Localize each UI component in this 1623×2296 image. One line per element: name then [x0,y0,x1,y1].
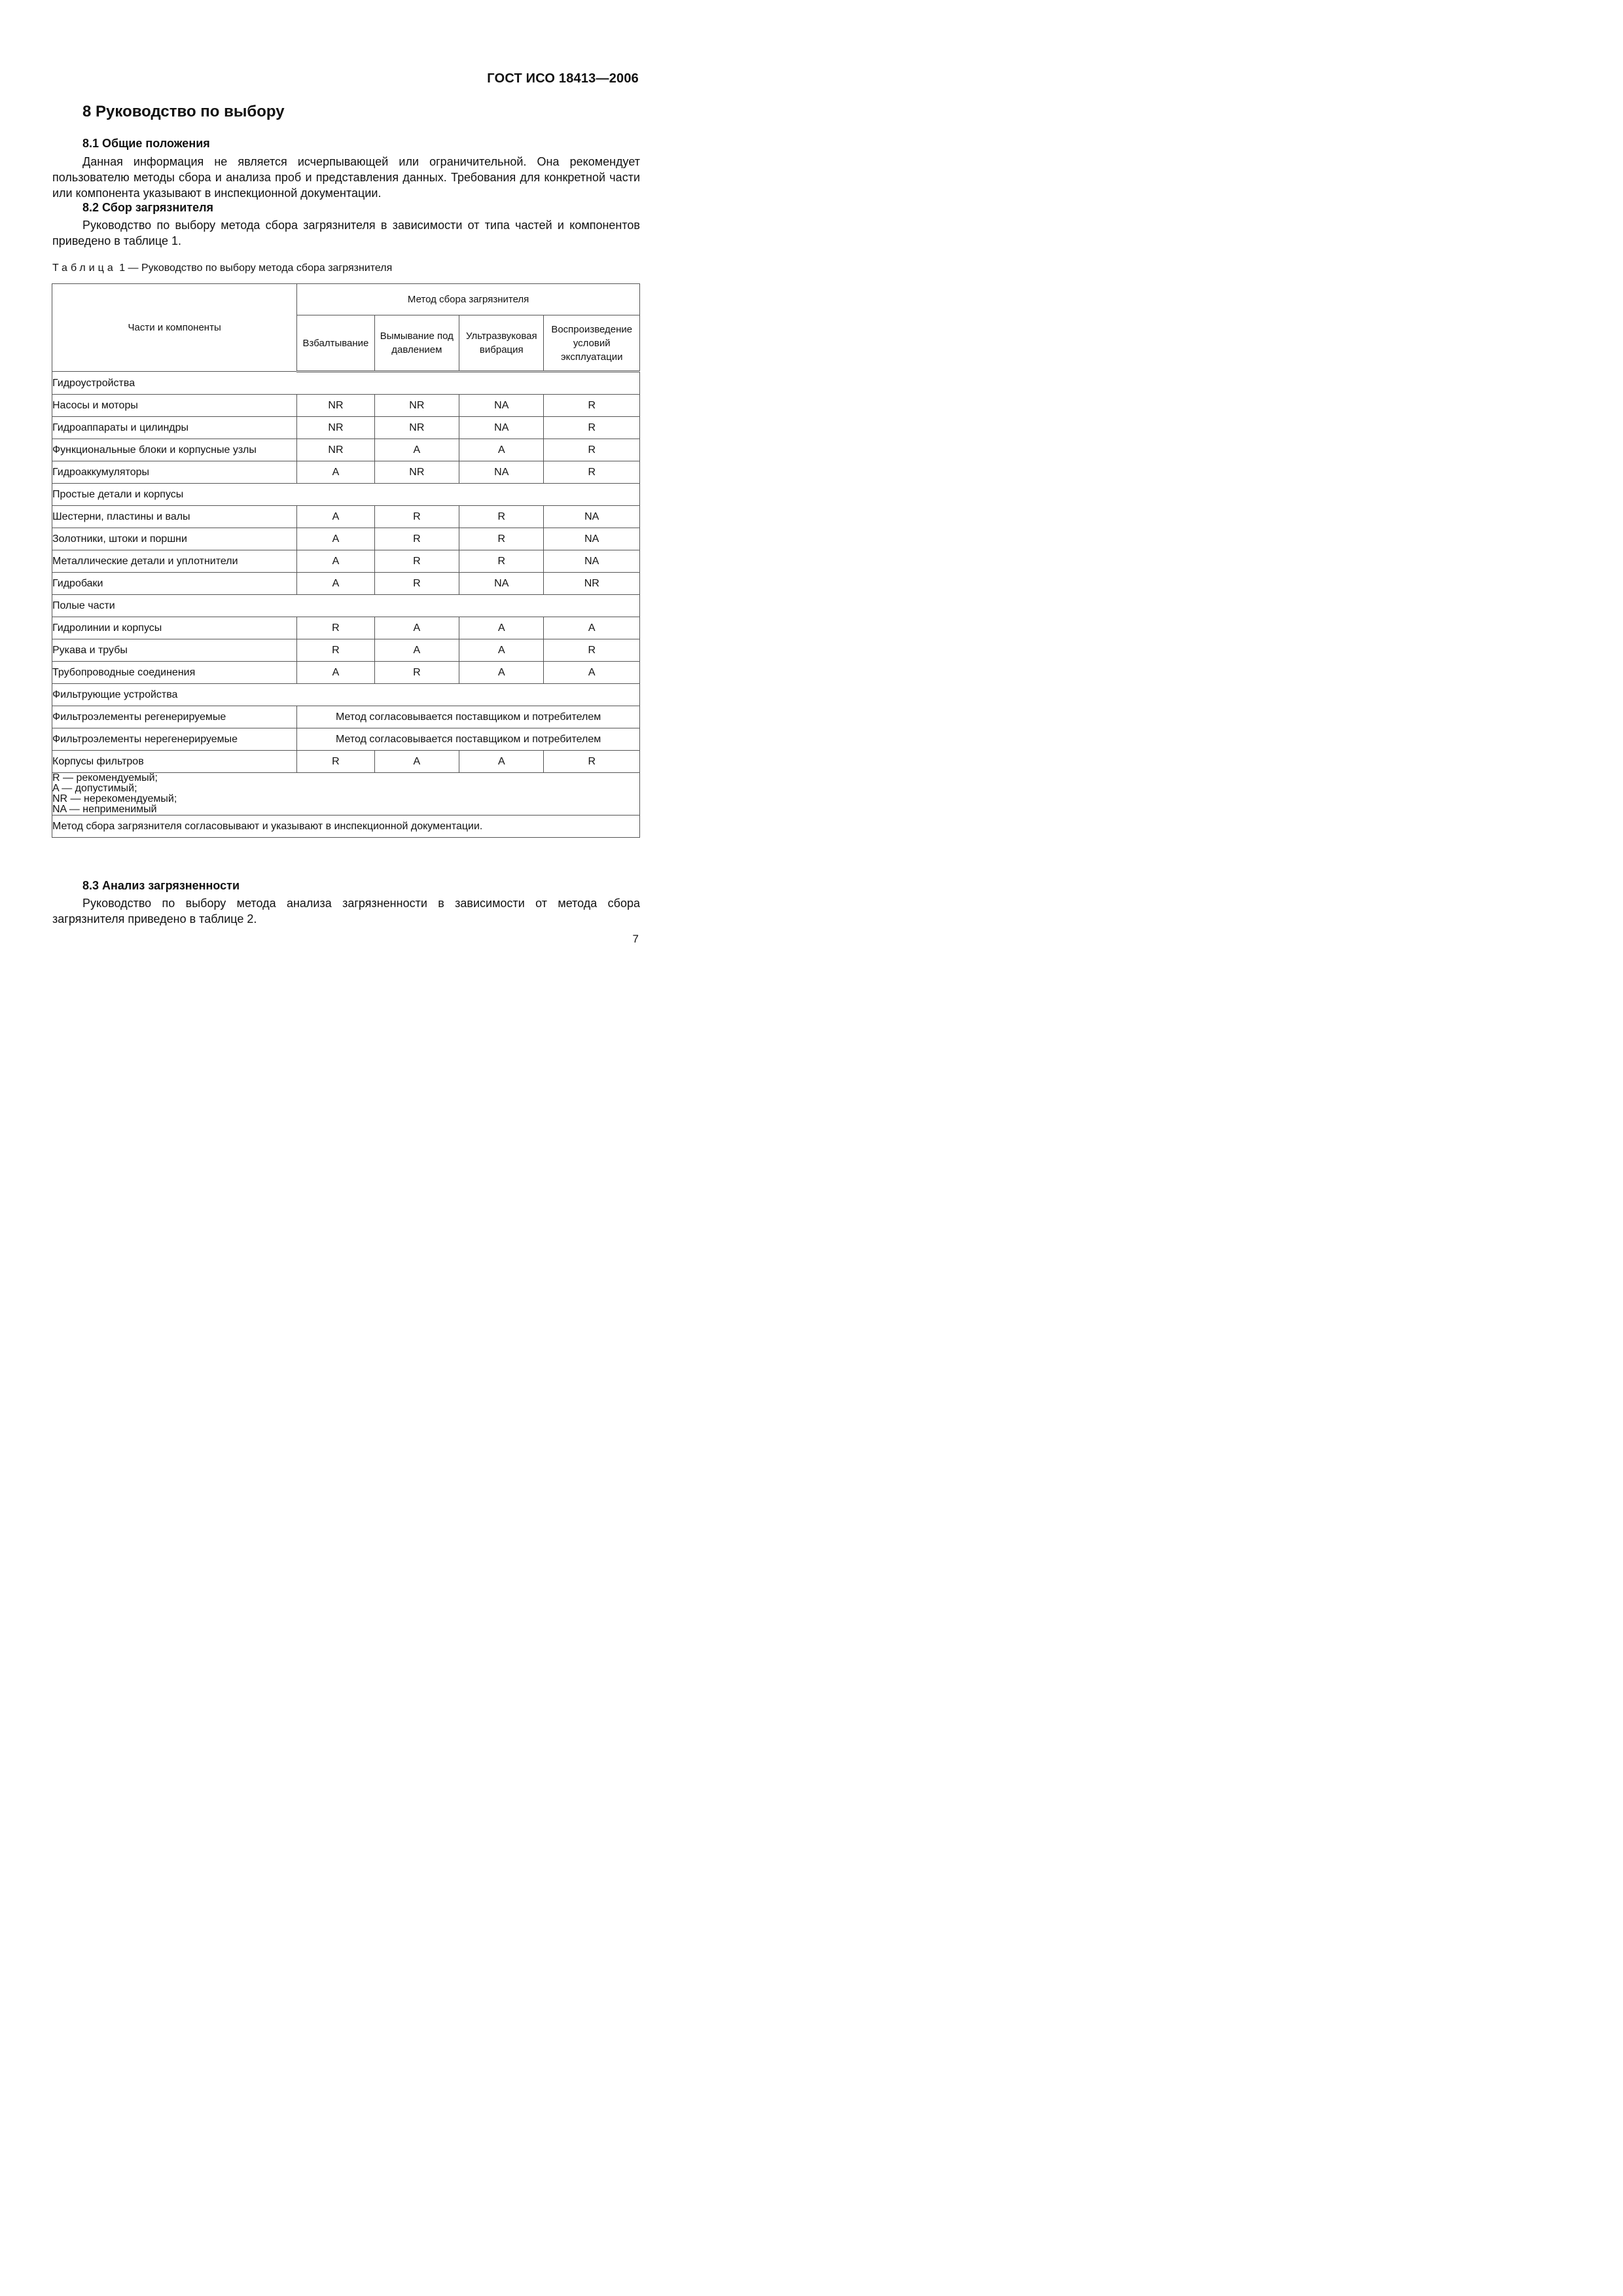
legend-item: A — допустимый; [52,783,137,794]
table-caption [52,262,392,274]
rating-cell: R [544,461,640,484]
table-body [52,372,640,773]
rating-cell: NR [297,417,374,439]
header-parts-components: Части и компоненты [52,284,297,372]
rating-cell: NR [374,461,459,484]
rating-cell: NR [374,417,459,439]
rating-cell: R [374,662,459,684]
rating-cell: R [374,573,459,595]
table-group-row [52,684,640,706]
header-collection-method: Метод сбора загрязнителя [297,284,640,315]
part-name-cell: Рукава и трубы [52,639,297,662]
merged-method-cell: Метод согласовывается поставщиком и потребителем [297,706,640,728]
rating-cell: NR [297,439,374,461]
rating-cell: R [459,506,544,528]
part-name-cell: Металлические детали и уплотнители [52,550,297,573]
section-title: 8 Руководство по выбору [82,103,285,120]
table-row [52,550,640,573]
rating-cell: NA [459,573,544,595]
rating-cell: A [459,639,544,662]
subsection-8-1-text: Данная информация не является исчерпывающей или ограничительной. Она рекомендует пользователю методы сбора и анализа проб и представления данных. Требования для конкретной части или компонента указывают в инспекционной документации. [52,155,640,200]
rating-cell: R [544,395,640,417]
table-row [52,439,640,461]
rating-cell: NA [459,417,544,439]
table-row [52,506,640,528]
part-name-cell: Корпусы фильтров [52,751,297,773]
rating-cell: NA [459,461,544,484]
group-label: Полые части [52,595,640,617]
table-note: Метод сбора загрязнителя согласовывают и указывают в инспекционной документации. [52,816,640,838]
table-row [52,639,640,662]
document-code: ГОСТ ИСО 18413—2006 [487,71,639,86]
rating-cell: NR [297,395,374,417]
rating-cell: R [374,550,459,573]
rating-cell: NA [544,528,640,550]
table-legend [52,773,640,816]
merged-method-cell: Метод согласовывается поставщиком и потребителем [297,728,640,751]
part-name-cell: Гидробаки [52,573,297,595]
rating-cell: NA [459,395,544,417]
part-name-cell: Золотники, штоки и поршни [52,528,297,550]
table-caption-label: Таблица [52,262,116,274]
collection-method-table [52,283,640,838]
part-name-cell: Шестерни, пластины и валы [52,506,297,528]
rating-cell: A [374,639,459,662]
table-row [52,573,640,595]
rating-cell: NR [374,395,459,417]
table-row [52,417,640,439]
rating-cell: A [459,617,544,639]
rating-cell: A [459,662,544,684]
table-row [52,662,640,684]
rating-cell: A [297,506,374,528]
rating-cell: R [374,506,459,528]
header-method-agitation: Взбалтывание [297,315,374,372]
part-name-cell: Гидроаппараты и цилиндры [52,417,297,439]
rating-cell: A [544,662,640,684]
rating-cell: A [297,528,374,550]
group-label: Простые детали и корпусы [52,484,640,506]
group-label: Фильтрующие устройства [52,684,640,706]
rating-cell: A [459,751,544,773]
table-group-row [52,484,640,506]
rating-cell: NA [544,550,640,573]
part-name-cell: Гидроаккумуляторы [52,461,297,484]
part-name-cell: Функциональные блоки и корпусные узлы [52,439,297,461]
header-method-ultrasonic: Ультразвуковая вибрация [459,315,544,372]
table-caption-text: 1 — Руководство по выбору метода сбора загрязнителя [119,262,393,274]
rating-cell: A [374,617,459,639]
subsection-8-3-text: Руководство по выбору метода анализа загрязненности в зависимости от метода сбора загрязнителя приведено в таблице 2. [52,897,640,925]
legend-item: NA — неприменимый [52,804,157,815]
subsection-8-3-heading: 8.3 Анализ загрязненности [82,879,240,892]
part-name-cell: Гидролинии и корпусы [52,617,297,639]
rating-cell: R [459,550,544,573]
rating-cell: R [459,528,544,550]
rating-cell: A [544,617,640,639]
table-row [52,728,640,751]
rating-cell: A [297,662,374,684]
part-name-cell: Фильтроэлементы нерегенерируемые [52,728,297,751]
subsection-8-2-text: Руководство по выбору метода сбора загрязнителя в зависимости от типа частей и компонентов приведено в таблице 1. [52,219,640,247]
rating-cell: A [297,461,374,484]
rating-cell: R [544,417,640,439]
rating-cell: A [374,751,459,773]
rating-cell: R [374,528,459,550]
rating-cell: A [374,439,459,461]
header-method-pressure-rinse: Вымывание под давлением [374,315,459,372]
table-row [52,617,640,639]
header-method-operating-conditions: Воспроизведение условий эксплуатации [544,315,640,372]
legend-item: R — рекомендуемый; [52,772,158,783]
part-name-cell: Насосы и моторы [52,395,297,417]
table-row [52,461,640,484]
table-row [52,528,640,550]
group-label: Гидроустройства [52,372,640,395]
rating-cell: A [297,573,374,595]
table-row [52,706,640,728]
rating-cell: A [459,439,544,461]
rating-cell: R [297,617,374,639]
rating-cell: R [297,639,374,662]
legend-item: NR — нерекомендуемый; [52,793,177,804]
part-name-cell: Фильтроэлементы регенерируемые [52,706,297,728]
table-row [52,395,640,417]
table-group-row [52,372,640,395]
rating-cell: NR [544,573,640,595]
rating-cell: R [544,639,640,662]
rating-cell: NA [544,506,640,528]
table-row [52,751,640,773]
subsection-8-1-heading: 8.1 Общие положения [82,137,210,150]
rating-cell: R [544,751,640,773]
part-name-cell: Трубопроводные соединения [52,662,297,684]
page-number: 7 [632,933,639,945]
rating-cell: R [544,439,640,461]
subsection-8-2-heading: 8.2 Сбор загрязнителя [82,201,214,214]
table-group-row [52,595,640,617]
rating-cell: R [297,751,374,773]
rating-cell: A [297,550,374,573]
